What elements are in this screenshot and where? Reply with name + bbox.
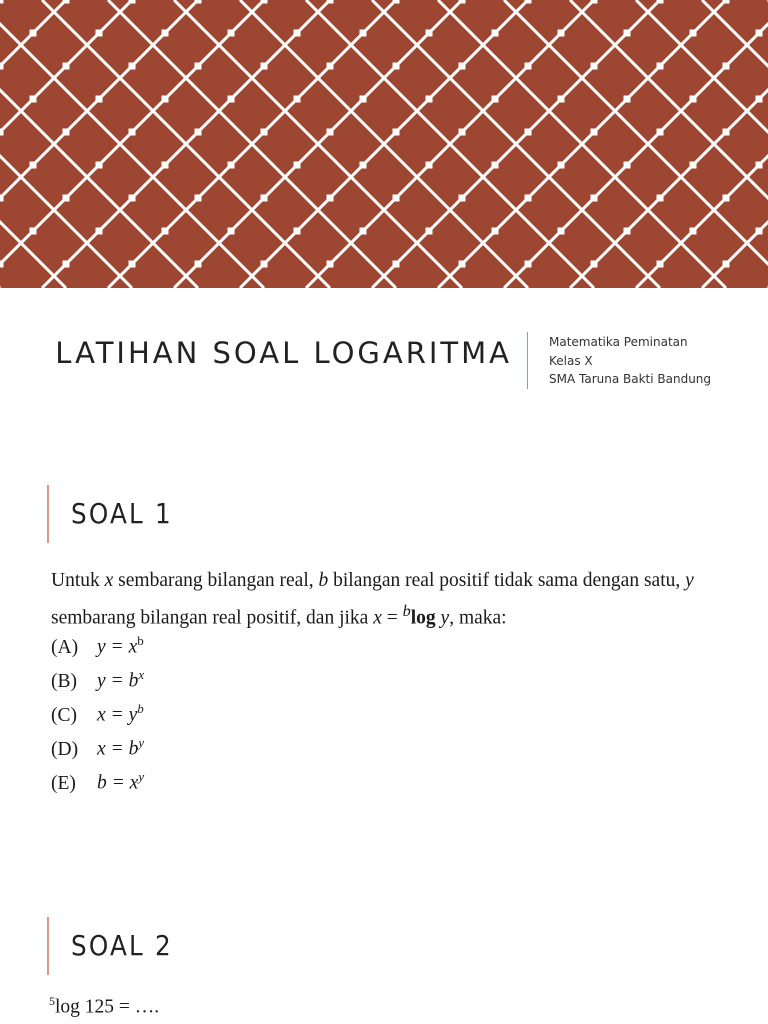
stem-text: sembarang bilangan real, <box>113 570 319 591</box>
diamond-center-dot <box>393 261 400 268</box>
diamond-center-dot <box>195 0 202 4</box>
diamond-center-dot <box>360 162 367 169</box>
diamond-center-dot <box>624 228 631 235</box>
diamond-center-dot <box>591 129 598 136</box>
stem-text: bilangan real positif tidak sama dengan satu, <box>328 570 686 591</box>
diamond-center-dot <box>624 162 631 169</box>
diamond-center-dot <box>261 63 268 70</box>
option-label: (E) <box>51 772 76 794</box>
diamond-center-dot <box>228 30 235 37</box>
diamond-center-dot <box>96 228 103 235</box>
diamond-center-dot <box>426 30 433 37</box>
diamond-center-dot <box>393 63 400 70</box>
diamond-center-dot <box>327 63 334 70</box>
diamond-center-dot <box>657 195 664 202</box>
subtitle-school: SMA Taruna Bakti Bandung <box>549 372 712 386</box>
diamond-center-dot <box>723 63 730 70</box>
diamond-center-dot <box>756 162 763 169</box>
var-b: b <box>318 570 329 591</box>
diamond-center-dot <box>492 228 499 235</box>
diamond-center-dot <box>327 261 334 268</box>
diamond-center-dot <box>657 261 664 268</box>
diamond-center-dot <box>525 0 532 4</box>
subtitle-info <box>549 333 711 389</box>
diamond-center-dot <box>195 63 202 70</box>
diamond-center-dot <box>63 261 70 268</box>
diamond-center-dot <box>0 129 4 136</box>
diamond-center-dot <box>0 261 4 268</box>
diamond-center-dot <box>228 228 235 235</box>
diamond-center-dot <box>63 0 70 4</box>
diamond-center-dot <box>525 129 532 136</box>
option-e[interactable] <box>51 763 144 797</box>
diamond-center-dot <box>162 30 169 37</box>
diamond-center-dot <box>294 228 301 235</box>
diamond-center-dot <box>129 195 136 202</box>
soal1-accent-bar <box>47 485 49 543</box>
diamond-center-dot <box>261 129 268 136</box>
diamond-center-dot <box>63 195 70 202</box>
diamond-center-dot <box>261 195 268 202</box>
diamond-center-dot <box>459 261 466 268</box>
option-exponent: y <box>138 769 145 784</box>
diamond-center-dot <box>327 195 334 202</box>
diamond-center-dot <box>63 129 70 136</box>
var-x: x <box>373 607 382 629</box>
diamond-center-dot <box>426 162 433 169</box>
diamond-center-dot <box>129 63 136 70</box>
diamond-center-dot <box>195 129 202 136</box>
diamond-center-dot <box>690 96 697 103</box>
log-argument: y <box>440 607 450 629</box>
option-expression: b = x <box>97 772 139 794</box>
title-block <box>0 332 768 392</box>
diamond-center-dot <box>723 0 730 4</box>
option-exponent: x <box>138 667 145 682</box>
diamond-center-dot <box>195 261 202 268</box>
diamond-center-dot <box>756 228 763 235</box>
diamond-center-dot <box>492 162 499 169</box>
diamond-center-dot <box>360 228 367 235</box>
diamond-center-dot <box>657 129 664 136</box>
diamond-center-dot <box>657 63 664 70</box>
diamond-center-dot <box>591 261 598 268</box>
var-x: x <box>104 570 114 591</box>
diamond-center-dot <box>162 228 169 235</box>
soal2-expression: log 125 = …. <box>55 996 160 1018</box>
diamond-center-dot <box>525 63 532 70</box>
diamond-center-dot <box>294 30 301 37</box>
diamond-center-dot <box>96 162 103 169</box>
diamond-center-dot <box>393 129 400 136</box>
log-base: b <box>402 602 411 620</box>
diamond-center-dot <box>558 228 565 235</box>
diamond-center-dot <box>723 261 730 268</box>
soal2-question <box>49 994 159 1019</box>
diamond-center-dot <box>294 96 301 103</box>
diamond-center-dot <box>558 30 565 37</box>
soal1-options <box>51 627 144 797</box>
option-a[interactable] <box>51 627 144 661</box>
diamond-center-dot <box>459 129 466 136</box>
diamond-center-dot <box>96 96 103 103</box>
diamond-center-dot <box>360 30 367 37</box>
diamond-center-dot <box>129 129 136 136</box>
diamond-center-dot <box>0 195 4 202</box>
decorative-pattern-banner <box>0 0 768 288</box>
diamond-center-dot <box>756 96 763 103</box>
diamond-center-dot <box>360 96 367 103</box>
diamond-center-dot <box>459 0 466 4</box>
diamond-center-dot <box>723 195 730 202</box>
log-operator: log <box>410 607 436 629</box>
option-label: (D) <box>51 738 79 760</box>
option-exponent: b <box>137 701 144 716</box>
diamond-center-dot <box>459 63 466 70</box>
diamond-center-dot <box>624 96 631 103</box>
diamond-center-dot <box>624 30 631 37</box>
stem-text: , maka: <box>449 607 507 629</box>
diamond-center-dot <box>0 0 4 4</box>
diamond-center-dot <box>294 162 301 169</box>
stem-text: sembarang bilangan real positif, dan jika <box>51 607 374 629</box>
diamond-center-dot <box>0 63 4 70</box>
diamond-center-dot <box>459 195 466 202</box>
diamond-center-dot <box>690 228 697 235</box>
soal1-heading: SOAL 1 <box>71 497 173 530</box>
diamond-center-dot <box>63 63 70 70</box>
diamond-center-dot <box>228 96 235 103</box>
diamond-center-dot <box>426 228 433 235</box>
diamond-center-dot <box>162 162 169 169</box>
option-c[interactable] <box>51 695 144 729</box>
option-label: (B) <box>51 670 77 692</box>
diamond-center-dot <box>591 63 598 70</box>
var-y: y <box>685 570 694 591</box>
diamond-center-dot <box>591 195 598 202</box>
option-d[interactable] <box>51 729 144 763</box>
diamond-center-dot <box>492 96 499 103</box>
option-exponent: b <box>137 633 144 648</box>
equals-sign: = <box>381 607 403 629</box>
diamond-center-dot <box>195 195 202 202</box>
option-label: (C) <box>51 704 77 726</box>
soal1-question <box>51 566 721 634</box>
option-expression: y = b <box>97 670 139 692</box>
diamond-center-dot <box>261 261 268 268</box>
diamond-center-dot <box>558 162 565 169</box>
title-divider <box>527 332 528 389</box>
option-b[interactable] <box>51 661 144 695</box>
diamond-center-dot <box>327 0 334 4</box>
diamond-center-dot <box>96 30 103 37</box>
diamond-center-dot <box>690 162 697 169</box>
option-expression: y = x <box>97 636 138 658</box>
diamond-center-dot <box>30 162 37 169</box>
diamond-center-dot <box>525 261 532 268</box>
diamond-center-dot <box>690 30 697 37</box>
diamond-center-dot <box>30 30 37 37</box>
stem-text: Untuk <box>51 570 105 591</box>
diamond-center-dot <box>492 30 499 37</box>
soal2-accent-bar <box>47 917 49 975</box>
diamond-center-dot <box>426 96 433 103</box>
diamond-center-dot <box>393 0 400 4</box>
diamond-center-dot <box>261 0 268 4</box>
subtitle-subject: Matematika Peminatan <box>549 335 688 349</box>
option-expression: x = b <box>97 738 139 760</box>
diamond-lattice-pattern <box>0 0 768 288</box>
page-title: LATIHAN SOAL LOGARITMA <box>55 336 512 370</box>
diamond-center-dot <box>129 0 136 4</box>
diamond-center-dot <box>162 96 169 103</box>
option-exponent: y <box>138 735 145 750</box>
diamond-center-dot <box>756 30 763 37</box>
diamond-center-dot <box>30 96 37 103</box>
diamond-center-dot <box>591 0 598 4</box>
subtitle-class: Kelas X <box>549 353 593 368</box>
diamond-center-dot <box>558 96 565 103</box>
diamond-center-dot <box>327 129 334 136</box>
log-base: 5 <box>49 994 55 1008</box>
diamond-center-dot <box>723 129 730 136</box>
diamond-center-dot <box>657 0 664 4</box>
option-expression: x = y <box>97 704 138 726</box>
diamond-center-dot <box>228 162 235 169</box>
diamond-center-dot <box>129 261 136 268</box>
diamond-center-dot <box>393 195 400 202</box>
soal2-heading: SOAL 2 <box>71 929 173 962</box>
diamond-center-dot <box>525 195 532 202</box>
diamond-center-dot <box>30 228 37 235</box>
option-label: (A) <box>51 636 79 658</box>
